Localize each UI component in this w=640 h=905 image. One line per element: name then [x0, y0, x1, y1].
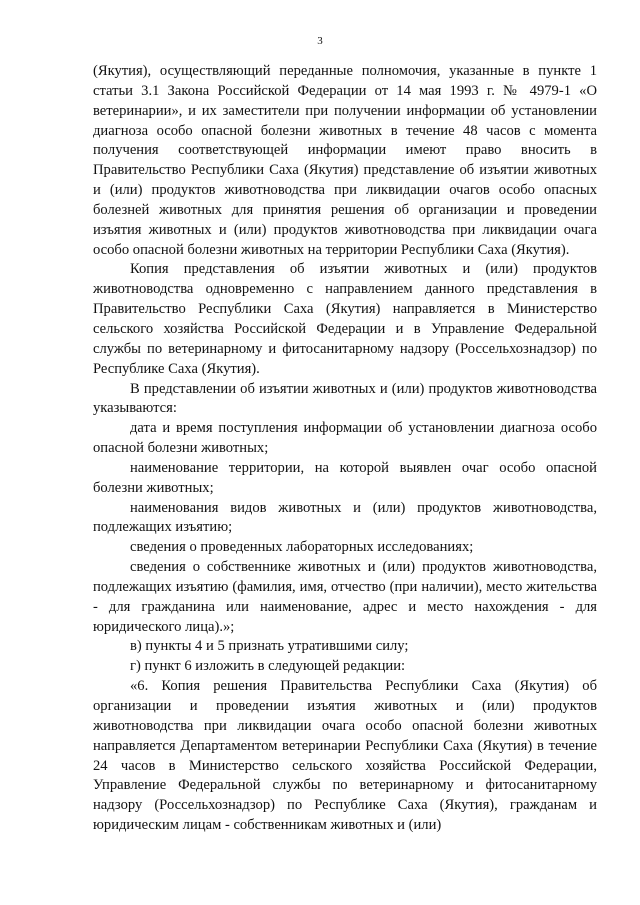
amendment-paragraph: в) пункты 4 и 5 признать утратившими силу;: [130, 638, 409, 655]
paragraph: Копия представления об изъятии животных и (или) продуктов животноводства одновременно с направлением данного представления в Правительство Республики Саха (Якутия) направляется в Министерство сельского хозяйства Российской Федерации и в Управление Федеральной службы по ветеринарному и фитосанитарному надзору (Россельхознадзор) по Республике Саха (Якутия).: [93, 261, 597, 377]
amendment-paragraph: г) пункт 6 изложить в следующей редакции:: [130, 658, 406, 675]
list-item-paragraph: наименования видов животных и (или) продуктов животноводства, подлежащих изъятию;: [93, 499, 597, 536]
document-body: [93, 62, 597, 836]
list-item-paragraph: дата и время поступления информации об установлении диагноза особо опасной болезни животных;: [93, 420, 597, 457]
list-item-paragraph: наименование территории, на которой выявлен очаг особо опасной болезни животных;: [93, 459, 597, 496]
list-item-paragraph: сведения о собственнике животных и (или) продуктов животноводства, подлежащих изъятию (фамилия, имя, отчество (при наличии), место жительства - для гражданина или наименование, адрес и место нахождения - для юридического лица).»;: [93, 559, 597, 635]
paragraph: (Якутия), осуществляющий переданные полномочия, указанные в пункте 1 статьи 3.1 Закона Российской Федерации от 14 мая 1993 г. № 4979-1 «О ветеринарии», и их заместители при получении информации об установлении диагноза особо опасной болезни животных в течение 48 часов с момента получения соответствующей информации имеют право вносить в Правительство Республики Саха (Якутия) представление об изъятии животных и (или) продуктов животноводства при ликвидации очагов особо опасных болезней животных для принятия решения об организации и проведении изъятия животных и (или) продуктов животноводства при ликвидации очага особо опасной болезни животных на территории Республики Саха (Якутия).: [93, 63, 597, 258]
paragraph: В представлении об изъятии животных и (или) продуктов животноводства указываются:: [93, 380, 597, 417]
list-item-paragraph: сведения о проведенных лабораторных исследованиях;: [130, 539, 474, 556]
amendment-paragraph: «6. Копия решения Правительства Республики Саха (Якутия) об организации и проведении изъятия животных и (или) продуктов животноводства при ликвидации очага особо опасной болезни животных направляется Департаментом ветеринарии Республики Саха (Якутия) в течение 24 часов в Министерство сельского хозяйства Российской Федерации, Управление Федеральной службы по ветеринарному и фитосанитарному надзору (Россельхознадзор) по Республике Саха (Якутия), гражданам и юридическим лицам - собственникам животных и (или): [93, 678, 597, 834]
page-number: 3: [317, 35, 323, 47]
